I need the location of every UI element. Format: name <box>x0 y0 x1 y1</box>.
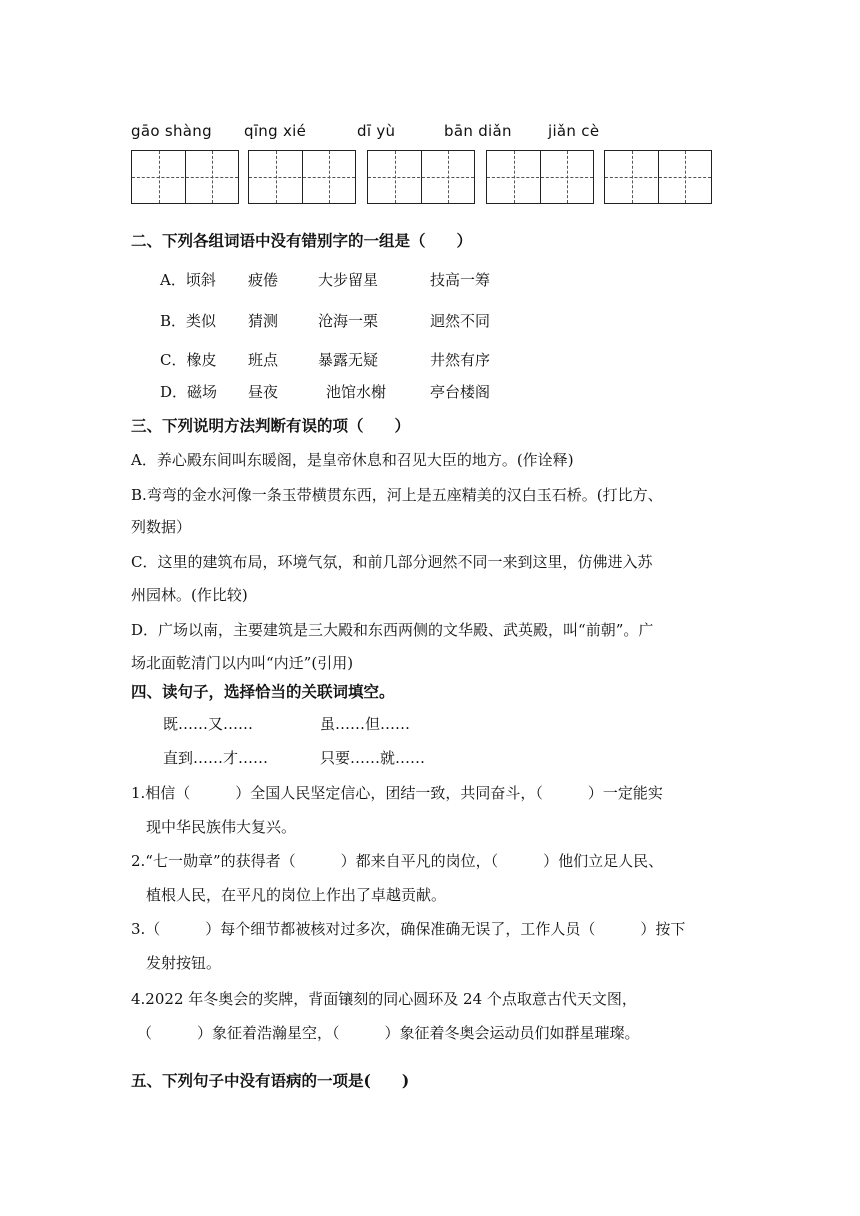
option-a-label: A．顷斜 <box>160 271 216 289</box>
writing-grid-5[interactable] <box>604 150 712 204</box>
conjunction-pair-3: 直到……才…… <box>163 749 269 767</box>
option-a-word-2: 大步留星 <box>318 271 379 289</box>
option-c-word-1: 班点 <box>248 351 279 369</box>
section3-item-c-line2: 州园林。(作比较) <box>131 586 248 604</box>
option-b-label: B．类似 <box>160 312 217 330</box>
section3-item-d-line1: D．广场以南，主要建筑是三大殿和东西两侧的文华殿、武英殿，叫“前朝”。广 <box>131 621 654 639</box>
section3-item-a: A．养心殿东间叫东暖阁，是皇帝休息和召见大臣的地方。(作诠释) <box>131 451 574 469</box>
section3-item-b-line1: B.弯弯的金水河像一条玉带横贯东西，河上是五座精美的汉白玉石桥。(打比方、 <box>131 486 663 504</box>
conjunction-pair-2: 虽……但…… <box>320 715 411 733</box>
question-3-line1: 3.（ ）每个细节都被核对过多次，确保准确无误了，工作人员（ ）按下 <box>131 920 686 938</box>
option-c-word-3: 井然有序 <box>430 351 491 369</box>
conjunction-pair-1: 既……又…… <box>163 715 254 733</box>
writing-grid-1[interactable] <box>131 150 239 204</box>
option-c[interactable] <box>160 349 560 371</box>
pinyin-2: qīng xié <box>244 122 307 140</box>
option-c-label: C．橡皮 <box>160 351 217 369</box>
conjunction-pair-4: 只要……就…… <box>320 749 426 767</box>
option-d[interactable] <box>160 381 560 403</box>
option-d-label: D．磁场 <box>160 383 218 401</box>
option-a[interactable] <box>160 269 560 291</box>
question-4-line2: （ ）象征着浩瀚星空，（ ）象征着冬奥会运动员们如群星璀璨。 <box>137 1024 640 1042</box>
question-3-line2: 发射按钮。 <box>146 954 222 972</box>
option-b[interactable] <box>160 310 560 332</box>
pinyin-3: dī yù <box>357 122 396 140</box>
section3-heading: 三、下列说明方法判断有误的项（ ） <box>131 416 411 435</box>
section3-item-d-line2: 场北面乾清门以内叫“内迁”(引用) <box>131 654 354 672</box>
section3-item-b-line2: 列数据） <box>131 518 192 536</box>
question-2-line2: 植根人民，在平凡的岗位上作出了卓越贡献。 <box>146 886 447 904</box>
question-4-line1: 4.2022 年冬奥会的奖牌，背面镶刻的同心圆环及 24 个点取意古代天文图， <box>131 990 637 1008</box>
section3-item-c-line1: C．这里的建筑布局，环境气氛，和前几部分迥然不同一来到这里，仿佛进入苏 <box>131 553 653 571</box>
option-a-word-3: 技高一筹 <box>430 271 491 289</box>
section5-heading: 五、下列句子中没有语病的一项是( ) <box>131 1071 410 1090</box>
question-2-line1: 2.“七一勋章”的获得者（ ）都来自平凡的岗位，（ ）他们立足人民、 <box>131 852 664 870</box>
option-d-word-2: 池馆水榭 <box>326 383 387 401</box>
writing-grid-3[interactable] <box>367 150 475 204</box>
option-b-word-3: 迥然不同 <box>430 312 491 330</box>
option-a-word-1: 疲倦 <box>248 271 279 289</box>
pinyin-5: jiǎn cè <box>548 122 600 140</box>
pinyin-4: bān diǎn <box>444 122 512 140</box>
question-1-line2: 现中华民族伟大复兴。 <box>146 818 297 836</box>
option-b-word-1: 猜测 <box>248 312 279 330</box>
question-1-line1: 1.相信（ ）全国人民坚定信心，团结一致，共同奋斗，（ ）一定能实 <box>131 784 663 802</box>
writing-grid-4[interactable] <box>486 150 594 204</box>
option-d-word-1: 昼夜 <box>248 383 279 401</box>
section2-heading: 二、下列各组词语中没有错别字的一组是（ ） <box>131 231 473 250</box>
option-c-word-2: 暴露无疑 <box>318 351 379 369</box>
section4-heading: 四、读句子，选择恰当的关联词填空。 <box>131 682 395 701</box>
writing-grid-2[interactable] <box>248 150 356 204</box>
option-d-word-3: 亭台楼阁 <box>430 383 491 401</box>
option-b-word-2: 沧海一栗 <box>318 312 379 330</box>
pinyin-1: gāo shàng <box>131 122 212 140</box>
